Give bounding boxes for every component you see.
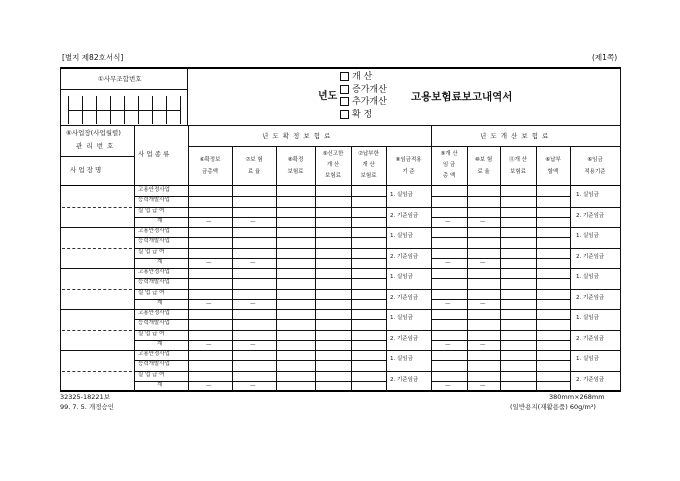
title-divider bbox=[187, 67, 188, 125]
business-type-row: 능력개발사업 bbox=[138, 197, 170, 204]
est-wage-std-actual: 1. 실임금 bbox=[576, 233, 599, 239]
col-wage-standard: ⑧임금적용 기 준 bbox=[395, 157, 422, 175]
wage-std-actual: 1. 실임금 bbox=[390, 192, 413, 198]
est-wage-std-base: 2. 기준임금 bbox=[576, 253, 605, 260]
na-dash: — bbox=[206, 341, 212, 348]
check-confirmed[interactable]: 확 정 bbox=[340, 109, 387, 122]
paper-size: 380mm×268mm bbox=[549, 393, 605, 401]
business-type-row: 실 업 급 여 bbox=[138, 207, 165, 214]
wage-std-base: 2. 기준임금 bbox=[390, 376, 419, 383]
business-type-row: 실 업 급 여 bbox=[138, 248, 165, 255]
na-dash: — bbox=[445, 300, 451, 307]
page-number: (제1쪽) bbox=[592, 53, 618, 62]
check-estimate[interactable]: 개 산 bbox=[340, 71, 387, 84]
na-dash: — bbox=[250, 259, 256, 266]
na-dash: — bbox=[206, 382, 212, 389]
na-dash: — bbox=[480, 382, 486, 389]
check-increase-estimate[interactable]: 증가개산 bbox=[340, 84, 387, 97]
na-dash: — bbox=[206, 259, 212, 266]
business-type-row: 실 업 급 여 bbox=[138, 371, 165, 378]
mgmt-number-label: 관 리 번 호 bbox=[76, 142, 115, 150]
col-confirmed-premium: ⑧확정 보험료 bbox=[287, 157, 304, 175]
header-top-line bbox=[60, 125, 621, 126]
year-label: 년도 bbox=[318, 91, 338, 102]
business-type-row: 능력개발사업 bbox=[138, 361, 170, 368]
est-wage-std-base: 2. 기준임금 bbox=[576, 294, 605, 301]
na-dash: — bbox=[445, 218, 451, 225]
form-code: 32325-18221보 bbox=[60, 393, 110, 401]
business-type-row: 고용안정사업 bbox=[138, 310, 170, 316]
business-type-row: 능력개발사업 bbox=[138, 320, 170, 327]
wage-std-base: 2. 기준임금 bbox=[390, 253, 419, 260]
mgmt-divider bbox=[60, 156, 134, 157]
col-confirmed-rate: ⑦보 험 료 율 bbox=[245, 157, 263, 175]
na-dash: — bbox=[480, 259, 486, 266]
checkbox-icon[interactable] bbox=[340, 85, 349, 94]
business-type-row: 고용안정사업 bbox=[138, 351, 170, 357]
business-type-row: 능력개발사업 bbox=[138, 279, 170, 286]
est-wage-std-base: 2. 기준임금 bbox=[576, 335, 605, 342]
na-dash: — bbox=[250, 300, 256, 307]
col-paid-estimate: ⑦납부한 개 산 보험료 bbox=[358, 151, 379, 179]
checkbox-icon[interactable] bbox=[340, 97, 349, 106]
wage-std-actual: 1. 실임금 bbox=[390, 274, 413, 280]
confirmed-section-title: 년 도 확 정 보 험 료 bbox=[262, 132, 332, 140]
na-dash: — bbox=[206, 218, 212, 225]
na-dash: — bbox=[206, 300, 212, 307]
office-no-divider bbox=[60, 89, 188, 90]
mgmt-name-separator bbox=[62, 371, 132, 372]
business-type-row: 계 bbox=[157, 217, 163, 224]
est-wage-std-base: 2. 기준임금 bbox=[576, 376, 605, 383]
na-dash: — bbox=[480, 300, 486, 307]
na-dash: — bbox=[250, 341, 256, 348]
form-number: [별지 제82호서식] bbox=[62, 53, 124, 62]
na-dash: — bbox=[480, 218, 486, 225]
mgmt-name-separator bbox=[62, 248, 132, 249]
business-type-row: 고용안정사업 bbox=[138, 187, 170, 193]
est-wage-std-actual: 1. 실임금 bbox=[576, 274, 599, 280]
office-number-boxes[interactable] bbox=[68, 96, 183, 124]
form-title: 고용보험료보고내역서 bbox=[411, 91, 513, 103]
na-dash: — bbox=[445, 382, 451, 389]
na-dash: — bbox=[480, 341, 486, 348]
na-dash: — bbox=[445, 259, 451, 266]
right-border bbox=[620, 67, 621, 391]
business-type-row: 계 bbox=[157, 381, 163, 388]
wage-std-actual: 1. 실임금 bbox=[390, 315, 413, 321]
mgmt-name-separator bbox=[62, 207, 132, 208]
wage-std-base: 2. 기준임금 bbox=[390, 335, 419, 342]
est-wage-std-actual: 1. 실임금 bbox=[576, 356, 599, 362]
workplace-name-label: 사 업 장 명 bbox=[70, 166, 102, 174]
business-type-row: 능력개발사업 bbox=[138, 238, 170, 245]
col-estimated-premium: ⑪개 산 보험료 bbox=[509, 157, 527, 175]
mgmt-name-separator bbox=[62, 330, 132, 331]
col-estimated-wage-total: ⑨개 산 임 금 총 액 bbox=[440, 151, 458, 179]
estimated-section-title: 년 도 개 산 보 험 료 bbox=[480, 132, 550, 140]
report-type-checks bbox=[340, 71, 387, 121]
est-wage-std-actual: 1. 실임금 bbox=[576, 192, 599, 198]
approval-note: 99. 7. 5. 개정승인 bbox=[60, 403, 115, 411]
wage-std-base: 2. 기준임금 bbox=[390, 212, 419, 219]
business-type-row: 고용안정사업 bbox=[138, 228, 170, 234]
col-confirmed-wage-total: ⑥확정보 금총액 bbox=[199, 157, 221, 175]
wage-std-base: 2. 기준임금 bbox=[390, 294, 419, 301]
checkbox-icon[interactable] bbox=[340, 72, 349, 81]
business-type-row: 계 bbox=[157, 258, 163, 265]
checkbox-icon[interactable] bbox=[340, 110, 349, 119]
col-estimated-rate: ⑩보 험 료 율 bbox=[474, 157, 493, 175]
left-border bbox=[60, 67, 61, 391]
section-title-line bbox=[188, 146, 621, 147]
mgmt-name-separator bbox=[62, 289, 132, 290]
est-wage-std-actual: 1. 실임금 bbox=[576, 315, 599, 321]
na-dash: — bbox=[445, 341, 451, 348]
business-type-row: 계 bbox=[157, 299, 163, 306]
col-reported-estimate: ⑨신고한 개 산 보험료 bbox=[322, 151, 344, 179]
check-additional-estimate[interactable]: 추가개산 bbox=[340, 96, 387, 109]
wage-std-actual: 1. 실임금 bbox=[390, 233, 413, 239]
business-type-row: 실 업 급 여 bbox=[138, 330, 165, 337]
workplace-mgmt-label: ⑥사업장(사업월렬) bbox=[66, 129, 121, 137]
col-payable: ⑥납부 할액 bbox=[545, 157, 561, 175]
na-dash: — bbox=[250, 382, 256, 389]
business-type-row: 계 bbox=[157, 340, 163, 347]
wage-std-actual: 1. 실임금 bbox=[390, 356, 413, 362]
business-type-row: 실 업 급 여 bbox=[138, 289, 165, 296]
business-type-row: 고용안정사업 bbox=[138, 269, 170, 275]
paper-spec: (일반용지(재활용품) 60g/m²) bbox=[510, 403, 596, 411]
business-type-label: 사 업 종 류 bbox=[138, 150, 170, 158]
col-estimated-wage-standard: ⑥임금 적용기준 bbox=[584, 157, 606, 175]
na-dash: — bbox=[250, 218, 256, 225]
office-number-label: ①사무조합번호 bbox=[98, 75, 142, 83]
est-wage-std-base: 2. 기준임금 bbox=[576, 212, 605, 219]
top-border bbox=[60, 67, 621, 69]
